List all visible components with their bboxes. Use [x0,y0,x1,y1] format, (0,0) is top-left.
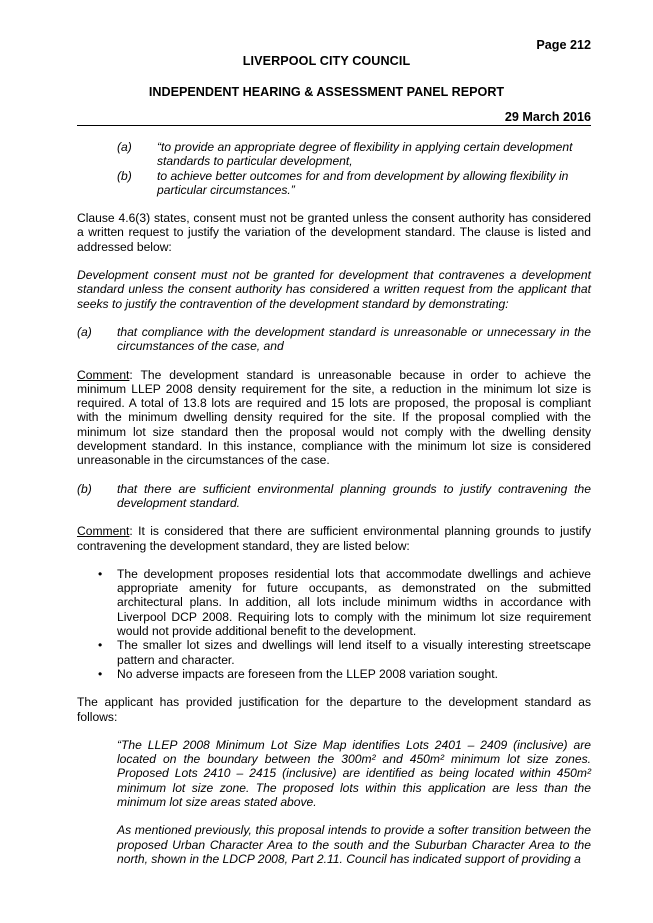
item-a-label: (a) [77,324,92,339]
objective-b-text: to achieve better outcomes for and from development by allowing flexibility in particular circumstances.” [157,168,569,197]
applicant-intro: The applicant has provided justification for the departure to the development standard as follows: [77,695,591,724]
objective-b-label: (b) [117,168,132,183]
comment-a-label: Comment [77,367,130,382]
objective-b [77,169,591,198]
applicant-quote-1: “The LLEP 2008 Minimum Lot Size Map identifies Lots 2401 – 2409 (inclusive) are located on the boundary between the 300m² and 450m² minimum lot size zones. Proposed Lots 2410 – 2415 (inclusive) are identified as being located within 450m² minimum lot size zone. The proposed lots within this application are less than the minimum lot size areas stated above. [117,737,591,809]
item-b-text: that there are sufficient environmental planning grounds to justify contravening the development standard. [117,481,591,510]
bullet-icon: • [98,566,103,581]
page-number: Page 212 [536,38,591,52]
objective-a-text: “to provide an appropriate degree of flexibility in applying certain development standards to particular development, [157,140,573,169]
grounds-list [77,567,591,681]
comment-b-label: Comment [77,524,130,539]
list-item [77,567,591,638]
list-item-text: The smaller lot sizes and dwellings will lend itself to a visually interesting streetscape pattern and character. [117,638,591,667]
objective-a-label: (a) [117,140,132,154]
list-item [77,667,591,681]
list-item-text: The development proposes residential lots that accommodate dwellings and achieve appropriate amenity for future occupants, as demonstrated on the submitted architectural plans. In addition, all lots include minimum widths in accordance with Liverpool DCP 2008. Requiring lots to comply with the minimum lot size requirement would not provide additional benefit to the development. [117,566,591,639]
report-date: 29 March 2016 [504,110,591,124]
item-b-label: (b) [77,481,92,496]
applicant-quote-2: As mentioned previously, this proposal intends to provide a softer transition between the proposed Urban Character Area to the south and the Suburban Character Area to the north, shown in the LDCP 2008, Part 2.11. Council has indicated support of providing a [117,823,591,866]
item-b [77,482,591,511]
comment-b [77,524,591,553]
clause-text: Development consent must not be granted for development that contravenes a development standard unless the consent authority has considered a written request from the applicant that seeks to justify the contravention of the development standard by demonstrating: [77,268,591,311]
bullet-icon: • [98,638,103,653]
list-item-text: No adverse impacts are foreseen from the LLEP 2008 variation sought. [117,666,498,681]
comment-a [77,368,591,468]
bullet-icon: • [98,666,103,681]
objective-a [77,140,591,169]
report-title: INDEPENDENT HEARING & ASSESSMENT PANEL REPORT [148,85,505,99]
list-item [77,638,591,667]
comment-a-text: : The development standard is unreasonable because in order to achieve the minimum LLEP 2008 density requirement for the site, a reduction in the minimum lot size is required. A total of 13.8 lots are required and 15 lots are proposed, the proposal is compliant with the minimum dwelling density required for the site. If the proposal complied with the minimum lot size standard then the proposal would not comply with the dwelling density development standard. In this instance, compliance with the minimum lot size is considered unreasonable in the circumstances of the case. [77,367,591,468]
item-a [77,325,591,354]
comment-b-text: : It is considered that there are sufficient environmental planning grounds to justify contravening the development standard, they are listed below: [77,524,591,553]
item-a-text: that compliance with the development standard is unreasonable or unnecessary in the circumstances of the case, and [117,324,591,354]
header-divider [77,125,591,126]
clause-intro: Clause 4.6(3) states, consent must not be granted unless the consent authority has considered a written request to justify the variation of the development standard. The clause is listed and addressed below: [77,211,591,254]
council-name: LIVERPOOL CITY COUNCIL [242,54,411,68]
document-body [77,140,591,866]
